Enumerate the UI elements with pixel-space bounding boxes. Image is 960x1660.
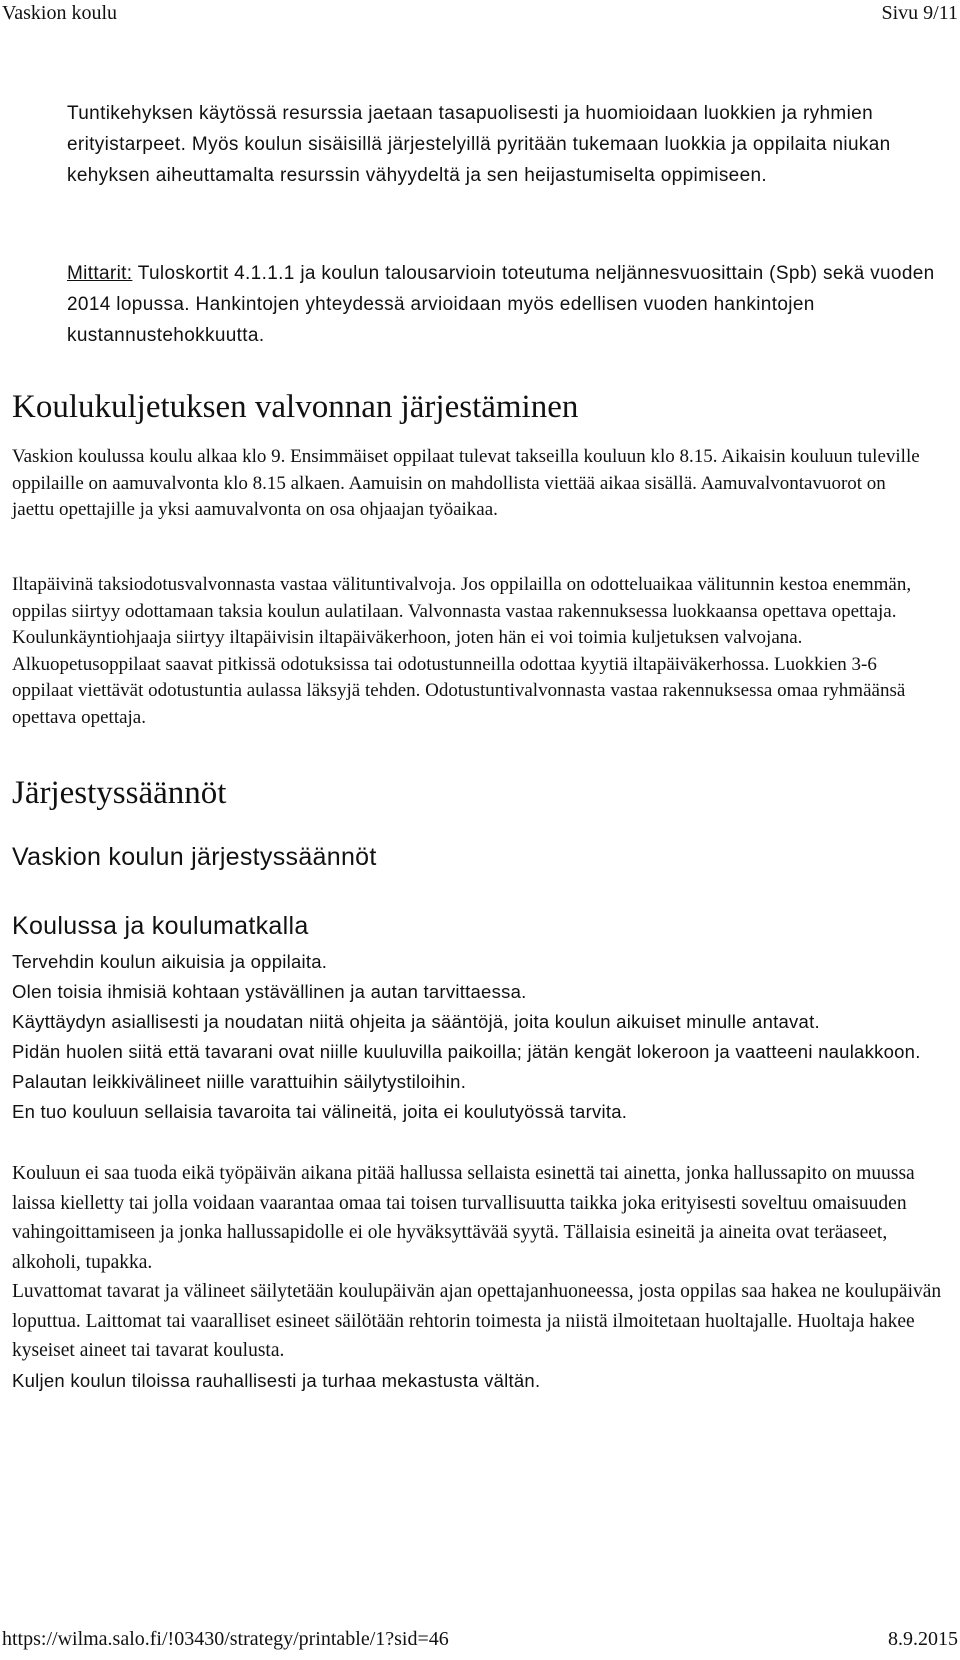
rule-item: Kuljen koulun tiloissa rauhallisesti ja turhaa mekastusta vältän. bbox=[12, 1369, 541, 1391]
school-rules-subheading: Vaskion koulun järjestyssäännöt bbox=[12, 843, 377, 871]
footer-date: 8.9.2015 bbox=[888, 1628, 958, 1650]
metrics-paragraph bbox=[67, 258, 947, 351]
rule-item: Kouluun ei saa tuoda eikä työpäivän aikana pitää hallussa sellaista esinettä tai ainetta, jonka hallussapito on muussa laissa kielletty tai jolla voidaan vaarantaa omaa tai toisen turvallisuutta taikka joka erityisesti soveltuu omaisuuden vahingoittamiseen ja jonka hallussapidolle ei ole hyväksyttävää syytä. Tällaisia esineitä ja aineita ovat teräaseet, alkoholi, tupakka. bbox=[12, 1163, 915, 1273]
rules-list-continued bbox=[12, 1159, 942, 1396]
header-title: Vaskion koulu bbox=[2, 2, 117, 24]
metrics-text: Tuloskortit 4.1.1.1 ja koulun talousarvioin toteutuma neljännesvuosittain (Spb) sekä vuoden 2014 lopussa. Hankintojen yhteydessä arvioidaan myös edellisen vuoden hankintojen kustannustehokkuutta. bbox=[67, 263, 935, 346]
header-page-number: Sivu 9/11 bbox=[881, 2, 958, 24]
rules-heading: Järjestyssäännöt bbox=[12, 775, 227, 811]
footer-url: https://wilma.salo.fi/!03430/strategy/printable/1?sid=46 bbox=[2, 1628, 449, 1650]
morning-supervision-paragraph: Vaskion koulussa koulu alkaa klo 9. Ensimmäiset oppilaat tulevat takseilla kouluun klo 8.15. Aikaisin kouluun tuleville oppilaille on aamuvalvonta klo 8.15 alkaen. Aamuisin on mahdollista viettää aikaa sisällä. Aamuvalvontavuorot on jaettu opettajille ja yksi aamuvalvonta on osa ohjaajan työaikaa. bbox=[12, 446, 920, 520]
intro-paragraph: Tuntikehyksen käytössä resurssia jaetaan tasapuolisesti ja huomioidaan luokkien ja ryhmien erityistarpeet. Myös koulun sisäisillä järjestelyillä pyritään tukemaan luokkia ja oppilaita niukan kehyksen aiheuttamalta resurssin vähyydeltä ja sen heijastumiselta oppimiseen. bbox=[67, 103, 891, 186]
afternoon-supervision-paragraph: Iltapäivinä taksiodotusvalvonnasta vastaa välituntivalvoja. Jos oppilailla on odotteluaikaa välitunnin kestoa enemmän, oppilas siirtyy odottamaan taksia koulun aulatilaan. Valvonnasta vastaa rakennuksessa luokkaansa opettava opettaja. Koulunkäyntiohjaaja siirtyy iltapäivisin iltapäiväkerhoon, joten hän ei voi toimia kuljetuksen valvojana. Alkuopetusoppilaat saavat pitkissä odotuksissa tai odotustunneilla odottaa kyytiä iltapäiväkerhossa. Luokkien 3-6 oppilaat viettävät odotustuntia aulassa läksyjä tehden. Odotustuntivalvonnasta vastaa rakennuksessa omaa ryhmäänsä opettava opettaja. bbox=[12, 574, 912, 728]
rule-item: Olen toisia ihmisiä kohtaan ystävällinen ja autan tarvittaessa. bbox=[12, 981, 527, 1002]
transport-heading: Koulukuljetuksen valvonnan järjestäminen bbox=[12, 389, 579, 425]
rules-list bbox=[12, 947, 942, 1127]
rule-item: En tuo kouluun sellaisia tavaroita tai välineitä, joita ei koulutyössä tarvita. bbox=[12, 1101, 628, 1122]
rule-item: Luvattomat tavarat ja välineet säilytetään koulupäivän ajan opettajanhuoneessa, josta oppilas saa hakea ne koulupäivän loputtua. Laittomat tai vaaralliset esineet säilötään rehtorin toimesta ja niistä ilmoitetaan huoltajalle. Huoltaja hakee kyseiset aineet tai tavarat koulusta. bbox=[12, 1281, 942, 1361]
rule-item: Pidän huolen siitä että tavarani ovat niille kuuluvilla paikoilla; jätän kengät lokeroon ja vaatteeni naulakkoon. Palautan leikkivälineet niille varattuihin säilytystiloihin. bbox=[12, 1041, 921, 1092]
metrics-label: Mittarit: bbox=[67, 263, 133, 284]
rule-item: Tervehdin koulun aikuisia ja oppilaita. bbox=[12, 951, 328, 972]
school-trip-section-heading: Koulussa ja koulumatkalla bbox=[12, 912, 309, 940]
rule-item: Käyttäydyn asiallisesti ja noudatan niitä ohjeita ja sääntöjä, joita koulun aikuiset minulle antavat. bbox=[12, 1011, 820, 1032]
